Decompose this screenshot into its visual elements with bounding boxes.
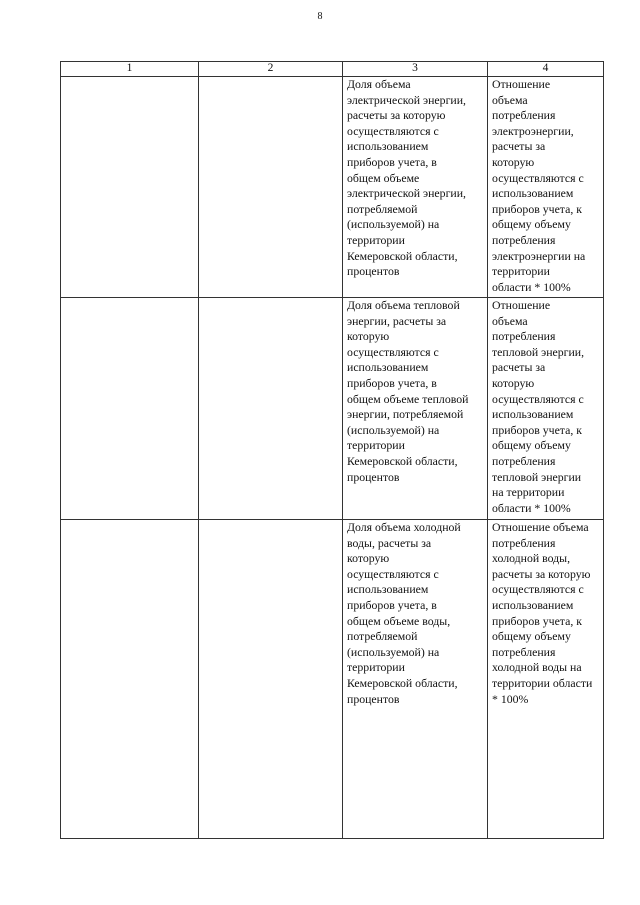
table-cell [199, 520, 343, 839]
indicator-table [60, 61, 604, 839]
indicator-name: Доля объема тепловой энергии, расчеты за которую осуществляются с использованием приборов учета, в общем объеме тепловой энергии, потребляемой (используемой) на территории Кемеровской области, процентов [347, 298, 469, 484]
indicator-formula: Отношение объема потребления холодной воды, расчеты за которую осуществляются с использованием приборов учета, к общему объему потребления холодной воды на территории области * 100% [492, 520, 593, 706]
table-row [61, 520, 604, 839]
table-cell [199, 298, 343, 520]
table-row [61, 298, 604, 520]
column-header-1: 1 [61, 62, 199, 77]
table-cell [61, 77, 199, 298]
table-cell [199, 77, 343, 298]
column-header-3: 3 [343, 62, 488, 77]
indicator-name: Доля объема электрической энергии, расчеты за которую осуществляются с использованием приборов учета, в общем объеме электрической энергии, потребляемой (используемой) на территории Кемеровской области, процентов [347, 77, 466, 279]
table-cell [488, 520, 604, 839]
table-header-row [61, 62, 604, 77]
table-cell [343, 520, 488, 839]
page-number: 8 [317, 11, 323, 22]
indicator-formula: Отношение объема потребления тепловой энергии, расчеты за которую осуществляются с использованием приборов учета, к общему объему потребления тепловой энергии на территории области * 100% [492, 298, 585, 515]
table-cell [343, 77, 488, 298]
column-header-4: 4 [488, 62, 604, 77]
table-cell [343, 298, 488, 520]
table-cell [488, 77, 604, 298]
table-cell [61, 298, 199, 520]
table-cell [61, 520, 199, 839]
table-row [61, 77, 604, 298]
indicator-name: Доля объема холодной воды, расчеты за которую осуществляются с использованием приборов учета, в общем объеме воды, потребляемой (используемой) на территории Кемеровской области, процентов [347, 520, 461, 706]
table-cell [488, 298, 604, 520]
column-header-2: 2 [199, 62, 343, 77]
indicator-formula: Отношение объема потребления электроэнергии, расчеты за которую осуществляются с использованием приборов учета, к общему объему потребления электроэнергии на территории области * 100% [492, 77, 586, 294]
